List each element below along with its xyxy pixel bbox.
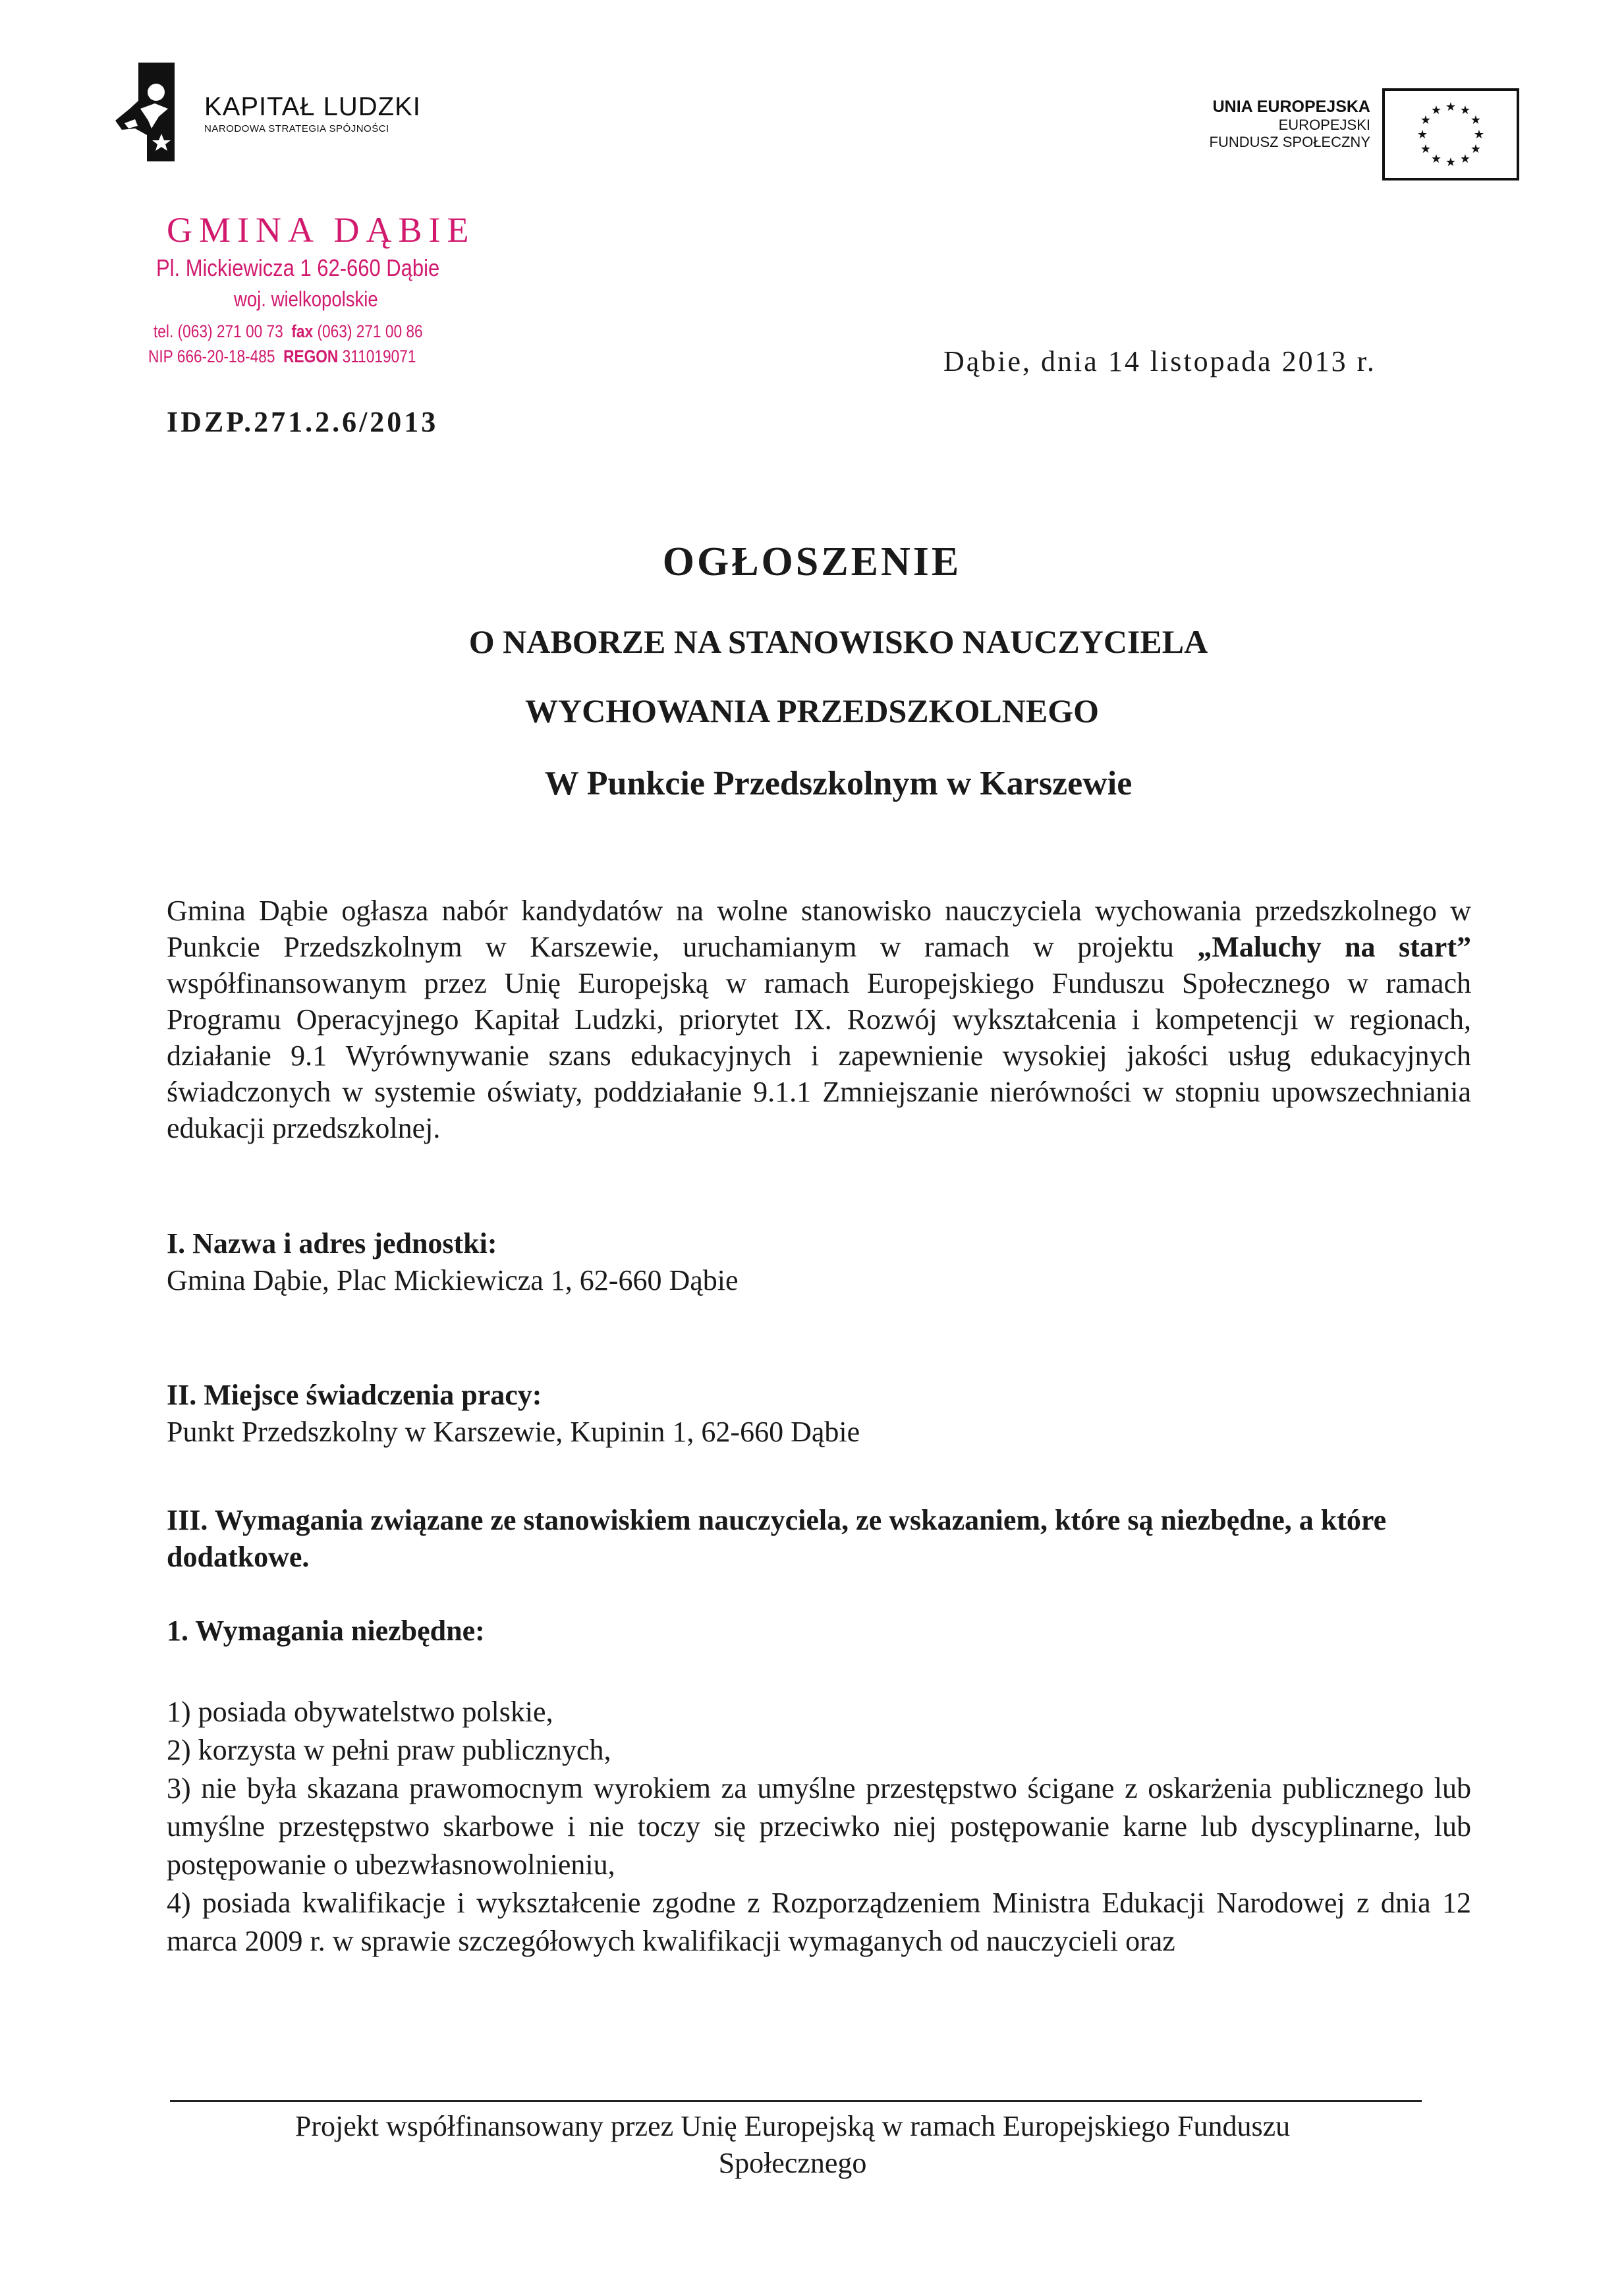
list-item: 1) posiada obywatelstwo polskie, [167, 1696, 553, 1728]
kapital-ludzki-title: KAPITAŁ LUDZKI [204, 92, 421, 121]
stamp-phone-line [154, 321, 423, 342]
subtitle-line-2: WYCHOWANIA PRZEDSZKOLNEGO [525, 692, 1099, 729]
eu-line-2: EUROPEJSKI [1278, 117, 1370, 133]
document-title: OGŁOSZENIE [662, 540, 962, 584]
footer [167, 2108, 1418, 2182]
kapital-ludzki-text [204, 92, 421, 134]
stamp-id-line [148, 347, 416, 367]
requirements-list [167, 1693, 1471, 1960]
stamp-region: woj. wielkopolskie [234, 287, 378, 311]
svg-text:★: ★ [1470, 113, 1482, 127]
stamp-tel: (063) 271 00 73 [177, 321, 283, 341]
footer-divider [170, 2100, 1422, 2102]
kapital-ludzki-logo-icon [115, 63, 181, 161]
intro-text-1: Gmina Dąbie ogłasza nabór kandydatów na wolne stanowisko nauczyciela wychowania przedszkolnego w Punkcie Przedszkolnym w Karszewie, uruchamianym w ramach w projektu [167, 895, 1471, 963]
svg-text:★: ★ [1445, 100, 1457, 114]
kapital-ludzki-subtitle: NARODOWA STRATEGIA SPÓJNOŚCI [204, 123, 389, 134]
stamp-nip: 666-20-18-485 [177, 347, 275, 366]
kapital-ludzki-logo [115, 63, 181, 161]
section-3-heading: III. Wymagania związane ze stanowiskiem nauczyciela, ze wskazaniem, które są niezbędne, a które dodatkowe. [167, 1504, 1387, 1573]
section-1-heading: I. Nazwa i adres jednostki: [167, 1227, 497, 1260]
svg-text:★: ★ [1470, 142, 1482, 156]
eu-line-3: FUNDUSZ SPOŁECZNY [1209, 134, 1370, 150]
svg-text:★: ★ [1430, 152, 1442, 166]
svg-text:★: ★ [1473, 128, 1485, 142]
stamp-regon: 311019071 [342, 347, 416, 366]
eu-text [1210, 97, 1370, 151]
list-item: 3) nie była skazana prawomocnym wyrokiem za umyślne przestępstwo ścigane z oskarżenia publicznego lub umyślne przestępstwo skarbowe i nie toczy się przeciwko niej postępowanie karne lub dyscyplinarne, lub postępowanie o ubezwłasnowolnieniu, [167, 1772, 1471, 1881]
eu-flag-icon [1382, 88, 1519, 180]
stamp-regon-label: REGON [283, 347, 339, 366]
subtitle-line-3: W Punkcie Przedszkolnym w Karszewie [544, 765, 1133, 802]
subtitle-line-1: O NABORZE NA STANOWISKO NAUCZYCIELA [468, 623, 1208, 660]
reference-number: IDZP.271.2.6/2013 [167, 406, 439, 438]
section-2-heading: II. Miejsce świadczenia pracy: [167, 1379, 542, 1411]
footer-line-1: Projekt współfinansowany przez Unię Europejską w ramach Europejskiego Funduszu [294, 2110, 1291, 2142]
eu-line-1: UNIA EUROPEJSKA [1212, 97, 1370, 116]
stamp-address: Pl. Mickiewicza 1 62-660 Dąbie [156, 254, 440, 281]
list-item: 4) posiada kwalifikacje i wykształcenie zgodne z Rozporządzeniem Ministra Edukacji Narodowej z dnia 12 marca 2009 r. w sprawie szczegółowych kwalifikacji wymaganych od nauczycieli oraz [167, 1887, 1471, 1957]
document-date: Dąbie, dnia 14 listopada 2013 r. [943, 345, 1376, 377]
intro-paragraph [167, 893, 1471, 1146]
section-1-text: Gmina Dąbie, Plac Mickiewicza 1, 62-660 Dąbie [167, 1264, 739, 1296]
footer-line-2: Społecznego [718, 2147, 867, 2179]
svg-text:★: ★ [1420, 113, 1432, 127]
svg-text:★: ★ [1445, 155, 1457, 169]
section-2 [167, 1377, 1471, 1451]
section-2-text: Punkt Przedszkolny w Karszewie, Kupinin 1, 62-660 Dąbie [167, 1416, 860, 1448]
svg-text:★: ★ [1430, 103, 1442, 117]
section-3 [167, 1502, 1471, 1576]
svg-text:★: ★ [1459, 103, 1471, 117]
stamp-name: GMINA DĄBIE [167, 210, 476, 250]
stamp-tel-label: tel. [154, 321, 174, 341]
svg-text:★: ★ [1416, 128, 1428, 142]
stamp-nip-label: NIP [148, 347, 173, 366]
svg-text:★: ★ [1459, 152, 1471, 166]
intro-text-2: współfinansowanym przez Unię Europejską w ramach Europejskiego Funduszu Społecznego w ramach Programu Operacyjnego Kapitał Ludzki, priorytet IX. Rozwój wykształcenia i kompetencji w regionach, działanie 9.1 Wyrównywanie szans edukacyjnych i zapewnienie wysokiej jakości usług edukacyjnych świadczonych w systemie oświaty, poddziałanie 9.1.1 Zmniejszanie nierówności w stopniu upowszechniania edukacji przedszkolnej. [167, 967, 1471, 1144]
project-name: „Maluchy na start” [1197, 931, 1471, 963]
section-1 [167, 1225, 1471, 1299]
svg-text:★: ★ [1420, 142, 1432, 156]
list-item: 2) korzysta w pełni praw publicznych, [167, 1734, 611, 1766]
stamp-fax-label: fax [291, 321, 314, 341]
stamp-fax: (063) 271 00 86 [317, 321, 423, 341]
requirements-heading: 1. Wymagania niezbędne: [167, 1615, 485, 1647]
